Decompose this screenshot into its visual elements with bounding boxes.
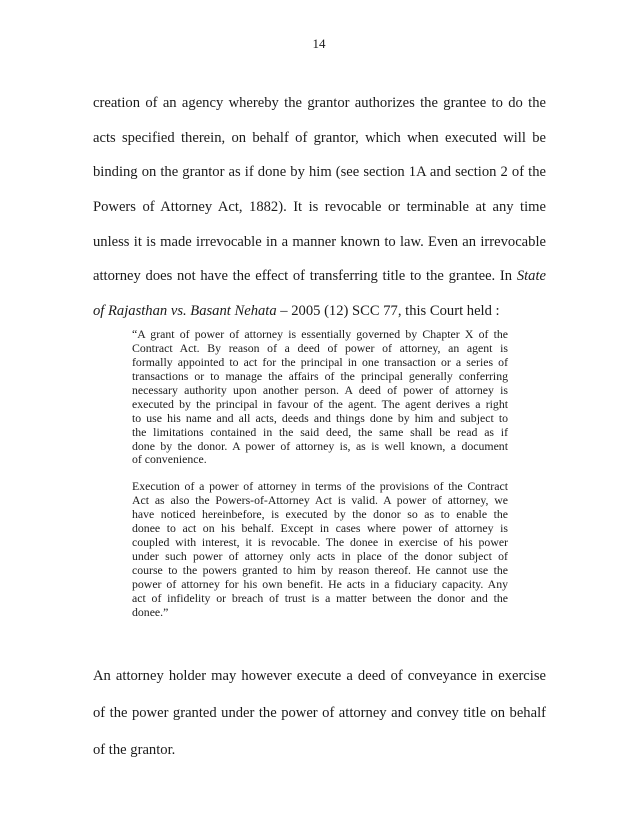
case-name-start: State xyxy=(516,268,546,285)
paragraph-2 xyxy=(93,668,546,779)
quote-line: the limitations contained in the said deed, the same shall be read as if xyxy=(132,424,508,439)
quote-line: Execution of a power of attorney in terms of the provisions of the Contract xyxy=(132,479,508,494)
paragraph-line: of the power granted under the power of attorney and convey title on behalf xyxy=(93,705,546,721)
quote-line: transactions or to manage the affairs of the principal generally conferring xyxy=(132,368,508,383)
quote-line: necessary authority upon another person. A deed of power of attorney is xyxy=(132,382,508,397)
quote-line: done by the donor. A power of attorney is, as is well known, a document xyxy=(132,438,508,453)
paragraph-line: binding on the grantor as if done by him (see section 1A and section 2 of the xyxy=(93,164,546,181)
quote-line: act of infidelity or breach of trust is a matter between the donor and the xyxy=(132,590,508,605)
quote-line: “A grant of power of attorney is essentially governed by Chapter X of the xyxy=(132,327,508,341)
paragraph-line: of the grantor. xyxy=(93,742,176,758)
paragraph-line: unless it is made irrevocable in a manner known to law. Even an irrevocable xyxy=(93,233,546,250)
citation-text: – 2005 (12) SCC 77, this Court held : xyxy=(276,303,500,320)
quote-line: power of attorney for his own benefit. He acts in a fiduciary capacity. Any xyxy=(132,576,508,591)
paragraph-line: An attorney holder may however execute a deed of conveyance in exercise xyxy=(93,668,546,684)
quote-line: donee.” xyxy=(132,604,169,619)
quote-line: of convenience. xyxy=(132,452,207,467)
paragraph-text: attorney does not have the effect of transferring title to the grantee. In xyxy=(93,268,513,285)
paragraph-1 xyxy=(93,95,546,320)
paragraph-line xyxy=(93,303,546,320)
paragraph-line: Powers of Attorney Act, 1882). It is revocable or terminable at any time xyxy=(93,199,546,216)
quote-line: have noticed hereinbefore, is executed by the donor so as to enable the xyxy=(132,507,508,522)
quote-line: formally appointed to act for the principal in one transaction or a series of xyxy=(132,354,508,369)
quote-line: under such power of attorney only acts in place of the donor subject of xyxy=(132,549,508,564)
quote-line: executed by the principal in favour of the agent. The agent derives a right xyxy=(132,396,508,411)
quote-line: course to the powers granted to him by reason thereof. He cannot use the xyxy=(132,563,508,577)
quote-line: donee to act on his behalf. Except in cases where power of attorney is xyxy=(132,521,508,536)
quote-line: Act as also the Powers-of-Attorney Act is valid. A power of attorney, we xyxy=(132,493,508,508)
page-number: 14 xyxy=(312,36,326,51)
quote-line: to use his name and all acts, deeds and things done by him and subject to xyxy=(132,410,508,425)
block-quote xyxy=(132,328,508,620)
paragraph-line: acts specified therein, on behalf of grantor, which when executed will be xyxy=(93,129,546,146)
case-name: of Rajasthan vs. Basant Nehata xyxy=(93,303,277,320)
paragraph-line xyxy=(93,268,546,285)
paragraph-line: creation of an agency whereby the grantor authorizes the grantee to do the xyxy=(93,95,546,111)
quote-line: coupled with interest, it is revocable. The donee in exercise of his power xyxy=(132,535,508,550)
quote-line: Contract Act. By reason of a deed of power of attorney, an agent is xyxy=(132,340,508,355)
